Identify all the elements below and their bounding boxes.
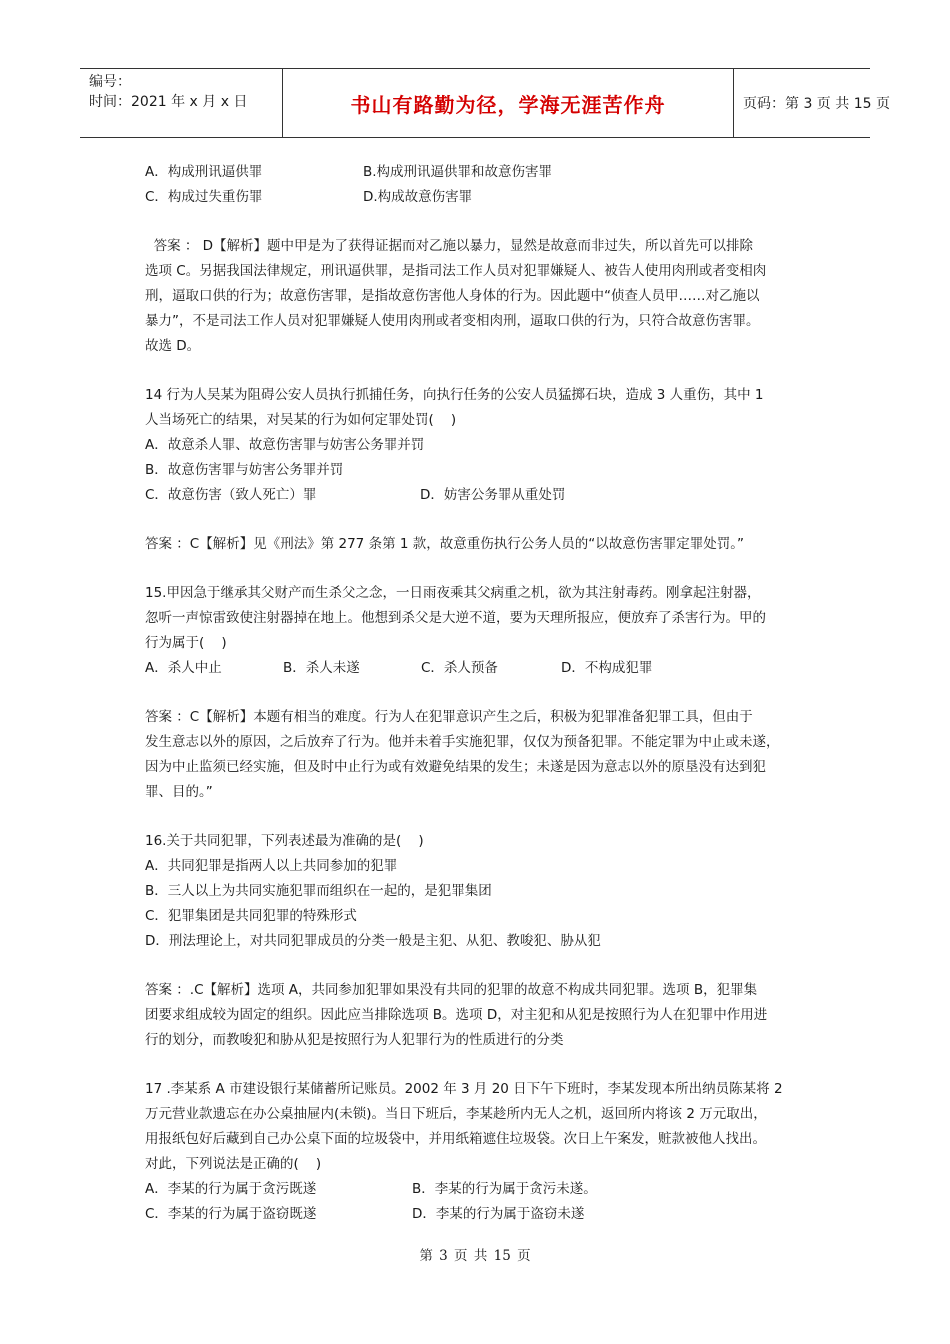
answer-line: 故选 D。 — [145, 338, 201, 354]
q13-option-b: B.构成刑讯逼供罪和故意伤害罪 — [363, 164, 553, 180]
header-meta — [80, 69, 282, 137]
q17-option-b: B．李某的行为属于贪污未遂。 — [412, 1181, 597, 1197]
answer-line: 答案 ： D【解析】题中甲是为了获得证据而对乙施以暴力，显然是故意而非过失，所以首先可以排除 — [145, 238, 754, 254]
q16-option-d: D．刑法理论上，对共同犯罪成员的分类一般是主犯、从犯、教唆犯、胁从犯 — [145, 933, 601, 949]
answer-line: 答案 ：C【解析】本题有相当的难度。行为人在犯罪意识产生之后，积极为犯罪准备犯罪工具，但由于 — [145, 709, 753, 725]
q13-option-d: D.构成故意伤害罪 — [363, 189, 473, 205]
answer-line: 发生意志以外的原因，之后放弃了行为。他并未着手实施犯罪，仅仅为预备犯罪。不能定罪为中止或未遂， — [145, 734, 780, 750]
q14-option-c: C．故意伤害（致人死亡）罪 — [145, 487, 317, 503]
q17-option-d: D．李某的行为属于盗窃未遂 — [412, 1206, 585, 1222]
q13-answer — [145, 234, 817, 359]
header-page-code: 页码：第 3 页 共 15 页 — [743, 96, 890, 112]
q16-option-b: B．三人以上为共同实施犯罪而组织在一起的，是犯罪集团 — [145, 883, 492, 899]
q15-answer — [145, 705, 817, 805]
question-17 — [145, 1077, 817, 1227]
q13-option-c: C．构成过失重伤罪 — [145, 189, 263, 205]
header-motto: 书山有路勤为径，学海无涯苦作舟 — [282, 69, 734, 137]
q15-option-d: D．不构成犯罪 — [561, 660, 653, 676]
document-body — [145, 160, 817, 1227]
q13-option-a: A．构成刑讯逼供罪 — [145, 164, 263, 180]
q13-options-row-1 — [145, 160, 817, 185]
document-date-label: 时间：2021 年 x 月 x 日 — [89, 94, 248, 110]
answer-line: 答案 ：.C【解析】选项 A，共同参加犯罪如果没有共同的犯罪的故意不构成共同犯罪。选项 B，犯罪集 — [145, 982, 758, 998]
q17-options-row-1 — [145, 1177, 817, 1202]
q17-options-row-2 — [145, 1202, 817, 1227]
q15-options-row — [145, 656, 817, 681]
document-number-label: 编号： — [89, 74, 131, 90]
question-stem-line: 人当场死亡的结果，对吴某的行为如何定罪处罚( ) — [145, 412, 457, 428]
q14-option-d: D．妨害公务罪从重处罚 — [420, 487, 566, 503]
q16-option-c: C．犯罪集团是共同犯罪的特殊形式 — [145, 908, 357, 924]
page-header — [80, 68, 890, 138]
q15-option-c: C．杀人预备 — [421, 660, 498, 676]
q15-option-b: B．杀人未遂 — [283, 660, 360, 676]
question-stem-line: 17 .李某系 A 市建设银行某储蓄所记账员。2002 年 3 月 20 日下午下班时，李某发现本所出纳员陈某将 2 — [145, 1081, 783, 1097]
question-stem-line: 用报纸包好后藏到自己办公桌下面的垃圾袋中，并用纸箱遮住垃圾袋。次日上午案发，赃款被他人找出。 — [145, 1131, 766, 1147]
answer-line: 罪、目的。” — [145, 784, 213, 800]
question-stem-line: 16.关于共同犯罪，下列表述最为准确的是( ) — [145, 833, 424, 849]
question-stem-line: 忽听一声惊雷致使注射器掉在地上。他想到杀父是大逆不道，要为天理所报应，便放弃了杀害行为。甲的 — [145, 610, 766, 626]
q16-option-a: A．共同犯罪是指两人以上共同参加的犯罪 — [145, 858, 398, 874]
q14-answer: 答案 ：C【解析】见《刑法》第 277 条第 1 款，故意重伤执行公务人员的“以故意伤害罪定罪处罚。” — [145, 536, 744, 552]
answer-line: 因为中止监须已经实施，但及时中止行为或有效避免结果的发生；未遂是因为意志以外的原垦没有达到犯 — [145, 759, 766, 775]
q17-option-c: C．李某的行为属于盗窃既遂 — [145, 1206, 317, 1222]
q13-options-row-2 — [145, 185, 817, 210]
answer-line: 团要求组成较为固定的组织。因此应当排除选项 B。选项 D，对主犯和从犯是按照行为人在犯罪中作用进 — [145, 1007, 768, 1023]
answer-line: 暴力”，不是司法工作人员对犯罪嫌疑人使用肉刑或者变相肉刑，逼取口供的行为，只符合故意伤害罪。 — [145, 313, 760, 329]
question-stem-line: 15.甲因急于继承其父财产而生杀父之念，一日雨夜乘其父病重之机，欲为其注射毒药。刚拿起注射器， — [145, 585, 761, 601]
question-stem-line: 行为属于( ) — [145, 635, 227, 651]
page-footer: 第 3 页 共 15 页 — [419, 1248, 531, 1264]
q16-answer — [145, 978, 817, 1053]
question-15 — [145, 581, 817, 681]
q17-option-a: A．李某的行为属于贪污既遂 — [145, 1181, 317, 1197]
question-16 — [145, 829, 817, 954]
answer-line: 选项 C。另据我国法律规定，刑讯逼供罪，是指司法工作人员对犯罪嫌疑人、被告人使用肉刑或者变相肉 — [145, 263, 767, 279]
question-stem-line: 14 行为人吴某为阻碍公安人员执行抓捕任务，向执行任务的公安人员猛掷石块，造成 3 人重伤，其中 1 — [145, 387, 764, 403]
question-stem-line: 对此，下列说法是正确的( ) — [145, 1156, 322, 1172]
q14-option-b: B．故意伤害罪与妨害公务罪并罚 — [145, 462, 344, 478]
q15-option-a: A．杀人中止 — [145, 660, 222, 676]
question-stem-line: 万元营业款遗忘在办公桌抽屉内(未锁)。当日下班后，李某趁所内无人之机，返回所内将该 2 万元取出， — [145, 1106, 767, 1122]
q14-options-row — [145, 483, 817, 508]
answer-line: 行的划分，而教唆犯和胁从犯是按照行为人犯罪行为的性质进行的分类 — [145, 1032, 564, 1048]
q14-option-a: A．故意杀人罪、故意伤害罪与妨害公务罪并罚 — [145, 437, 425, 453]
question-14 — [145, 383, 817, 508]
answer-line: 刑，逼取口供的行为；故意伤害罪，是指故意伤害他人身体的行为。因此题中“侦查人员甲……对乙施以 — [145, 288, 760, 304]
